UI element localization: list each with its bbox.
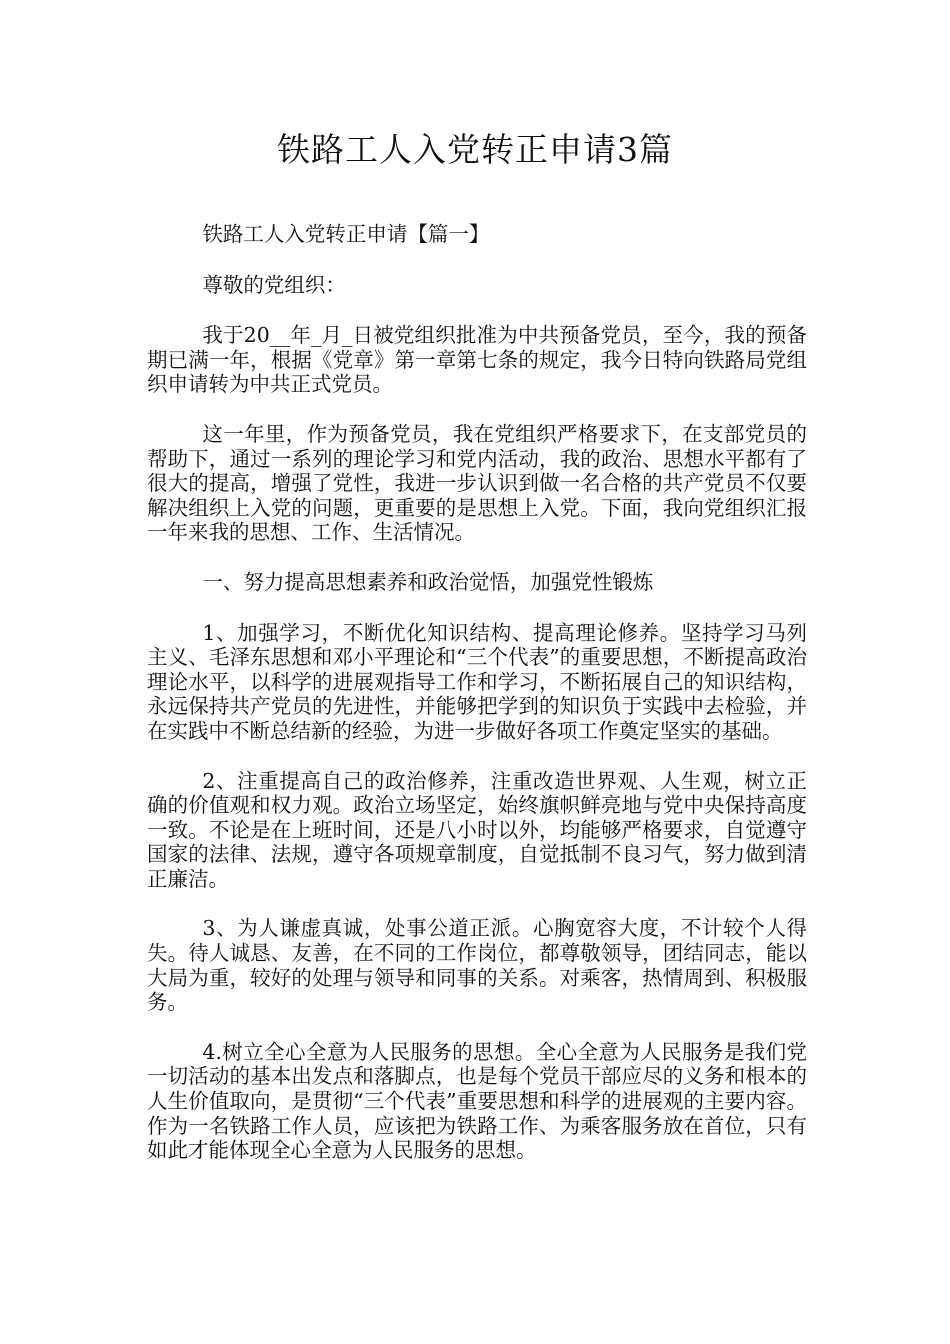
paragraph-item-4: 4.树立全心全意为人民服务的思想。全心全意为人民服务是我们党一切活动的基本出发点和落脚点，也是每个党员干部应尽的义务和根本的人生价值取向，是贯彻“三个代表”重要思想和科学的进展观的主要内容。作为一名铁路工作人员，应该把为铁路工作、为乘客服务放在首位，只有如此才能体现全心全意为人民服务的思想。 — [147, 1039, 807, 1163]
paragraph-item-3: 3、为人谦虚真诚，处事公道正派。心胸宽容大度，不计较个人得失。待人诚恳、友善，在不同的工作岗位，都尊敬领导，团结同志，能以大局为重，较好的处理与领导和同事的关系。对乘客，热情周到、积极服务。 — [147, 916, 807, 1015]
paragraph-summary: 这一年里，作为预备党员，我在党组织严格要求下，在支部党员的帮助下，通过一系列的理论学习和党内活动，我的政治、思想水平都有了很大的提高，增强了党性，我进一步认识到做一名合格的共产党员不仅要解决组织上入党的问题，更重要的是思想上入党。下面，我向党组织汇报一年来我的思想、工作、生活情况。 — [147, 421, 807, 545]
section-heading: 铁路工人入党转正申请【篇一】 — [202, 222, 490, 246]
document-body — [147, 222, 807, 1188]
paragraph-item-1: 1、加强学习，不断优化知识结构、提高理论修养。坚持学习马列主义、毛泽东思想和邓小平理论和“三个代表”的重要思想，不断提高政治理论水平，以科学的进展观指导工作和学习，不断拓展自己的知识结构，永远保持共产党员的先进性，并能够把学到的知识负于实践中去检验，并在实践中不断总结新的经验，为进一步做好各项工作奠定坚实的基础。 — [147, 620, 807, 743]
subheading-1: 一、努力提高思想素养和政治觉悟，加强党性锻炼 — [202, 569, 654, 594]
paragraph-item-2: 2、注重提高自己的政治修养，注重改造世界观、人生观，树立正确的价值观和权力观。政治立场坚定，始终旗帜鲜亮地与党中央保持高度一致。不论是在上班时间，还是八小时以外，均能够严格要求，自觉遵守国家的法律、法规，遵守各项规章制度，自觉抵制不良习气，努力做到清正廉洁。 — [147, 768, 807, 891]
salutation: 尊敬的党组织： — [202, 272, 346, 297]
document-title: 铁路工人入党转正申请3篇 — [277, 130, 673, 169]
paragraph-intro: 我于20__年_月_日被党组织批准为中共预备党员，至今，我的预备期已满一年，根据《党章》第一章第七条的规定，我今日特向铁路局党组织申请转为中共正式党员。 — [147, 323, 807, 397]
